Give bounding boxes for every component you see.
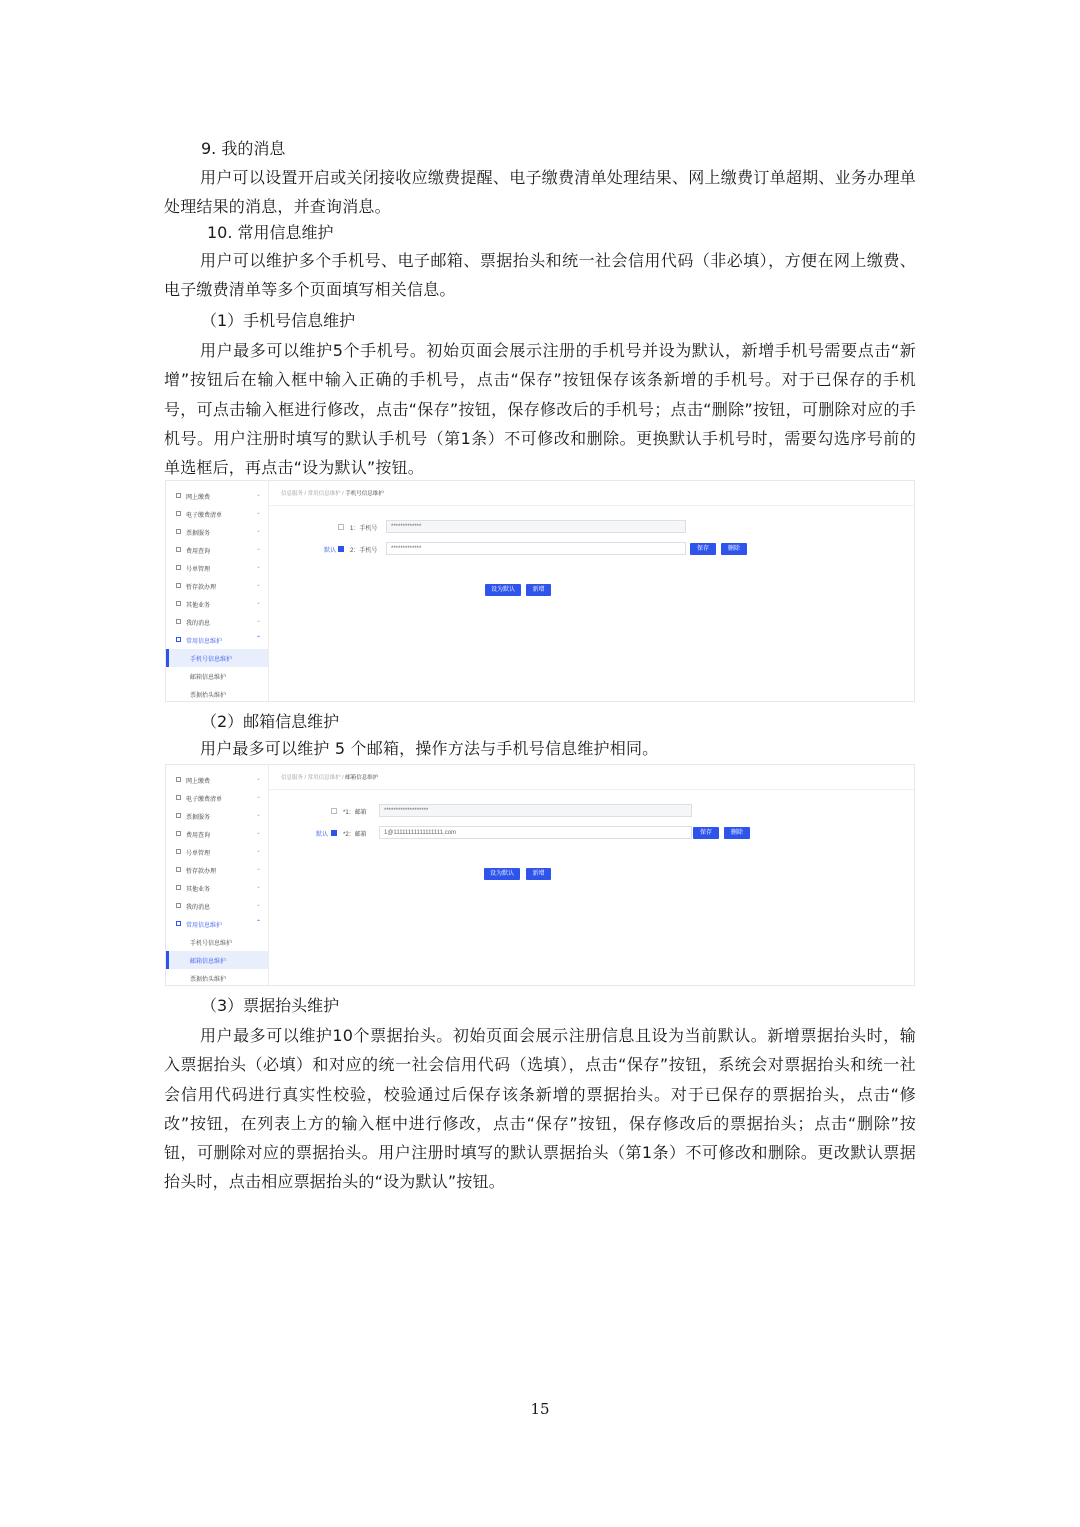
sub-item-phone[interactable]: 手机号信息维护 — [166, 649, 268, 667]
section-9-body: 用户可以设置开启或关闭接收应缴费提醒、电子缴费清单处理结果、网上缴费订单超期、业务办理单处理结果的消息，并查询消息。 — [164, 168, 916, 217]
chevron-down-icon: ⌄ — [255, 776, 261, 782]
section-10-title: 10. 常用信息维护 — [207, 223, 334, 242]
chevron-down-icon: ⌄ — [255, 830, 261, 836]
breadcrumb-bar — [269, 765, 914, 790]
menu-icon — [176, 565, 181, 570]
section-9-title: 9. 我的消息 — [201, 139, 286, 158]
email-row-2: 默认 *2：邮箱 1@11111111111111111.com 保存 删除 — [269, 826, 914, 840]
nav-item-common-info[interactable]: 常用信息维护 ⌃ — [166, 915, 268, 933]
chevron-down-icon: ⌄ — [255, 564, 261, 570]
main-content — [269, 506, 914, 701]
nav-item-common-info[interactable]: 常用信息维护 ⌃ — [166, 631, 268, 649]
menu-icon — [176, 547, 181, 552]
row-radio[interactable] — [331, 830, 337, 836]
menu-icon — [176, 529, 181, 534]
sidebar — [166, 481, 269, 701]
section-10-1-body: 用户最多可以维护5个手机号。初始页面会展示注册的手机号并设为默认，新增手机号需要点击“新增”按钮后在输入框中输入正确的手机号，点击“保存”按钮保存该条新增的手机号。对于已保存的手机号，可点击输入框进行修改，点击“保存”按钮，保存修改后的手机号；点击“删除”按钮，可删除对应的手机号。用户注册时填写的默认手机号（第1条）不可修改和删除。更换默认手机号时，需要勾选序号前的单选框后，再点击“设为默认”按钮。 — [164, 341, 916, 478]
nav-item-fee-query[interactable]: 费用查询 ⌄ — [166, 825, 268, 843]
menu-icon — [176, 849, 181, 854]
chevron-down-icon: ⌄ — [255, 492, 261, 498]
row-radio[interactable] — [338, 524, 344, 530]
chevron-up-icon: ⌃ — [255, 636, 261, 642]
nav-item-number-management[interactable]: 号单管理 ⌄ — [166, 559, 268, 577]
save-button[interactable]: 保存 — [690, 543, 716, 555]
breadcrumb-bar — [269, 481, 914, 506]
menu-icon — [176, 885, 181, 890]
nav-item-e-payment-list[interactable]: 电子缴费清单 ⌄ — [166, 789, 268, 807]
email-maintenance-screenshot — [165, 764, 915, 986]
section-10-1-title: （1）手机号信息维护 — [201, 311, 356, 330]
section-10-3-title: （3）票据抬头维护 — [201, 996, 340, 1015]
menu-icon — [176, 867, 181, 872]
section-10-body: 用户可以维护多个手机号、电子邮箱、票据抬头和统一社会信用代码（非必填），方便在网上缴费、电子缴费清单等多个页面填写相关信息。 — [164, 251, 916, 300]
menu-icon — [176, 777, 181, 782]
main-content — [269, 790, 914, 985]
menu-icon — [176, 831, 181, 836]
nav-item-number-management[interactable]: 号单管理 ⌄ — [166, 843, 268, 861]
breadcrumb: 信息服务 / 常用信息维护 / 邮箱信息维护 — [281, 775, 379, 781]
add-button[interactable]: 新增 — [526, 868, 551, 880]
phone-row-1: 1：手机号 ************* — [269, 520, 914, 534]
section-10-2-body: 用户最多可以维护 5 个邮箱，操作方法与手机号信息维护相同。 — [200, 739, 659, 758]
chevron-down-icon: ⌄ — [255, 884, 261, 890]
email-input-2[interactable]: 1@11111111111111111.com — [379, 826, 692, 839]
sub-item-invoice-title[interactable]: 票据抬头维护 — [190, 693, 227, 699]
nav-item-e-payment-list[interactable]: 电子缴费清单 ⌄ — [166, 505, 268, 523]
add-button[interactable]: 新增 — [526, 584, 551, 596]
set-default-button[interactable]: 设为默认 — [484, 868, 520, 880]
menu-icon — [176, 493, 181, 498]
nav-item-other-business[interactable]: 其他业务 ⌄ — [166, 879, 268, 897]
chevron-down-icon: ⌄ — [255, 902, 261, 908]
email-input-1[interactable]: ******************* — [379, 804, 692, 817]
menu-icon — [176, 903, 181, 908]
nav-item-online-payment[interactable]: 网上缴费 ⌄ — [166, 487, 268, 505]
chevron-down-icon: ⌄ — [255, 866, 261, 872]
nav-item-my-messages[interactable]: 我的消息 ⌄ — [166, 613, 268, 631]
chevron-down-icon: ⌄ — [255, 794, 261, 800]
nav-item-deposit[interactable]: 暂存款办理 ⌄ — [166, 861, 268, 879]
chevron-down-icon: ⌄ — [255, 600, 261, 606]
breadcrumb: 信息服务 / 常用信息维护 / 手机号信息维护 — [281, 491, 384, 497]
phone-input-2[interactable]: ************* — [386, 542, 686, 555]
menu-icon — [176, 583, 181, 588]
save-button[interactable]: 保存 — [693, 827, 719, 839]
chevron-down-icon: ⌄ — [255, 618, 261, 624]
phone-maintenance-screenshot — [165, 480, 915, 702]
nav-item-invoice-service[interactable]: 票据服务 ⌄ — [166, 523, 268, 541]
menu-icon — [176, 813, 181, 818]
delete-button[interactable]: 删除 — [724, 827, 750, 839]
sub-item-phone[interactable]: 手机号信息维护 — [190, 941, 233, 947]
page-number: 15 — [530, 1400, 550, 1418]
delete-button[interactable]: 删除 — [721, 543, 747, 555]
nav-item-fee-query[interactable]: 费用查询 ⌄ — [166, 541, 268, 559]
chevron-down-icon: ⌄ — [255, 546, 261, 552]
menu-icon — [176, 511, 181, 516]
sub-item-email[interactable]: 邮箱信息维护 — [190, 675, 227, 681]
menu-icon — [176, 637, 181, 642]
phone-input-1[interactable]: ************* — [386, 520, 686, 533]
set-default-button[interactable]: 设为默认 — [485, 584, 521, 596]
menu-icon — [176, 921, 181, 926]
nav-item-my-messages[interactable]: 我的消息 ⌄ — [166, 897, 268, 915]
nav-item-invoice-service[interactable]: 票据服务 ⌄ — [166, 807, 268, 825]
email-row-1: *1：邮箱 ******************* — [269, 804, 914, 818]
chevron-up-icon: ⌃ — [255, 920, 261, 926]
section-10-2-title: （2）邮箱信息维护 — [201, 712, 340, 731]
menu-icon — [176, 795, 181, 800]
row-radio[interactable] — [338, 546, 344, 552]
chevron-down-icon: ⌄ — [255, 528, 261, 534]
menu-icon — [176, 619, 181, 624]
sub-item-invoice-title[interactable]: 票据抬头维护 — [190, 977, 227, 983]
nav-item-other-business[interactable]: 其他业务 ⌄ — [166, 595, 268, 613]
chevron-down-icon: ⌄ — [255, 510, 261, 516]
nav-item-online-payment[interactable]: 网上缴费 ⌄ — [166, 771, 268, 789]
row-radio[interactable] — [331, 808, 337, 814]
nav-item-deposit[interactable]: 暂存款办理 ⌄ — [166, 577, 268, 595]
sidebar — [166, 765, 269, 985]
chevron-down-icon: ⌄ — [255, 848, 261, 854]
phone-row-2: 默认 2：手机号 ************* 保存 删除 — [269, 542, 914, 556]
menu-icon — [176, 601, 181, 606]
chevron-down-icon: ⌄ — [255, 582, 261, 588]
section-10-3-body: 用户最多可以维护10个票据抬头。初始页面会展示注册信息且设为当前默认。新增票据抬头时，输入票据抬头（必填）和对应的统一社会信用代码（选填），点击“保存”按钮，系统会对票据抬头和统一社会信用代码进行真实性校验，校验通过后保存该条新增的票据抬头。对于已保存的票据抬头，点击“修改”按钮，在列表上方的输入框中进行修改，点击“保存”按钮，保存修改后的票据抬头；点击“删除”按钮，可删除对应的票据抬头。用户注册时填写的默认票据抬头（第1条）不可修改和删除。更改默认票据抬头时，点击相应票据抬头的“设为默认”按钮。 — [164, 1026, 916, 1192]
sub-item-email[interactable]: 邮箱信息维护 — [166, 951, 268, 969]
chevron-down-icon: ⌄ — [255, 812, 261, 818]
